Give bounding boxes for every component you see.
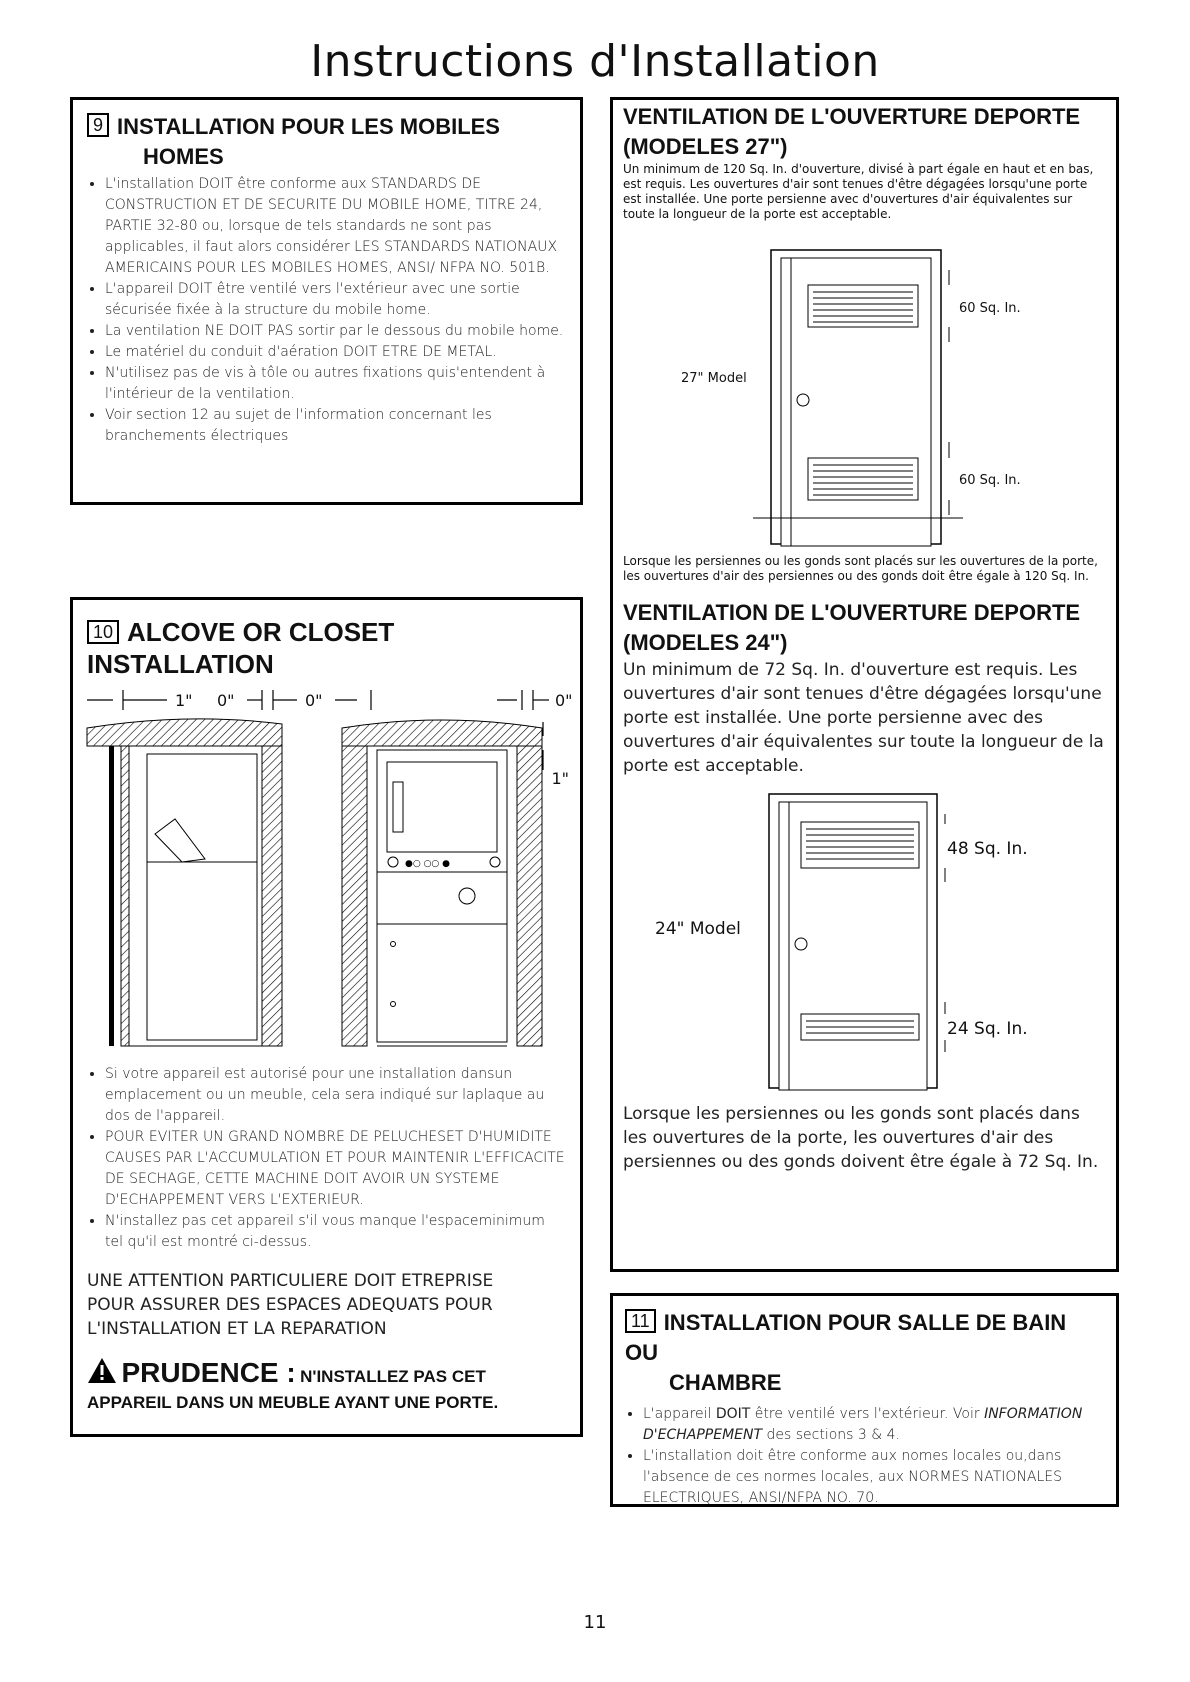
list-item: • Voir section 12 au sujet de l'information concernant les branchements électriques <box>105 405 566 447</box>
list-item: • Le matériel du conduit d'aération DOIT ETRE DE METAL. <box>105 342 566 363</box>
list-item: • Si votre appareil est autorisé pour une installation dansun emplacement ou un meuble, cela sera indiqué sur laplaque au dos de l'appareil. <box>105 1064 566 1127</box>
list-item: • L'appareil DOIT être ventilé vers l'extérieur avec une sortie sécurisée fixée à la structure du mobile home. <box>105 279 566 321</box>
vent27-heading: VENTILATION DE L'OUVERTURE DEPORTE (MODELES 27") <box>623 104 1081 159</box>
list-item: • POUR EVITER UN GRAND NOMBRE DE PELUCHESET D'HUMIDITE CAUSES PAR L'ACCUMULATION ET POUR MAINTENIR L'EFFICACITE DE SECHAGE, CETTE MACHINE DOIT AVOIR UN SYSTEME D'ECHAPPEMENT VERS L'EXTERIEUR. <box>105 1127 566 1211</box>
section-number: 11 <box>625 1309 656 1333</box>
list-item: • L'installation DOIT être conforme aux STANDARDS DE CONSTRUCTION ET DE SECURITE DU MOBILE HOME, TITRE 24, PARTIE 32-80 ou, lorsque de tels standards ne sont pas applicables, il faut alors considérer LES STANDARDS NATIONAUX AMERICAINS POUR LES MOBILES HOMES, ANSI/ NFPA NO. 501B. <box>105 174 566 279</box>
list-item: • L'installation doit être conforme aux nomes locales ou,dans l'absence de ces normes locales, aux NORMES NATIONALES ELECTRIQUES, ANSI/NFPA NO. 70. <box>643 1446 1104 1509</box>
svg-text:60 Sq. In.: 60 Sq. In. <box>959 473 1021 488</box>
caution-heading: PRUDENCE : N'INSTALLEZ PAS CET <box>87 1357 566 1389</box>
list-item: • N'utilisez pas de vis à tôle ou autres fixations quis'entendent à l'intérieur de la ventilation. <box>105 363 566 405</box>
vent24-note: Lorsque les persiennes ou les gonds sont placés dans les ouvertures de la porte, les ouvertures d'air des persiennes ou des gonds doivent être égale à 72 Sq. In. <box>623 1104 1099 1172</box>
section-10-list <box>87 1064 566 1253</box>
list-item: • L'appareil DOIT être ventilé vers l'extérieur. Voir INFORMATION D'ECHAPPEMENT des sections 3 & 4. <box>643 1404 1104 1446</box>
vent24-heading: VENTILATION DE L'OUVERTURE DEPORTE (MODELES 24") <box>623 600 1081 655</box>
warning-icon <box>87 1357 117 1384</box>
front-view-drawing <box>342 720 542 1046</box>
svg-text:1": 1" <box>551 769 569 788</box>
svg-text:24" Model: 24" Model <box>655 919 741 939</box>
vent24-text: Un minimum de 72 Sq. In. d'ouverture est requis. Les ouvertures d'air sont tenues d'être dégagées lorsqu'une porte est installée. Une porte persienne avec des ouvertures d'air équivalentes sur toute la longueur de la porte est acceptable. <box>623 660 1104 776</box>
svg-text:0": 0" <box>305 691 323 710</box>
section-9-heading: 9 INSTALLATION POUR LES MOBILES HOMES <box>87 112 566 172</box>
svg-text:0": 0" <box>217 691 235 710</box>
svg-text:24 Sq. In.: 24 Sq. In. <box>947 1019 1028 1039</box>
svg-text:48 Sq. In.: 48 Sq. In. <box>947 839 1028 859</box>
section-10-heading: 10 ALCOVE OR CLOSET INSTALLATION <box>87 617 395 679</box>
section-10-box <box>70 597 583 1437</box>
side-view-drawing <box>87 719 282 1046</box>
section-11-list <box>625 1404 1104 1509</box>
svg-text:1": 1" <box>175 691 193 710</box>
list-item: • N'installez pas cet appareil s'il vous manque l'espaceminimum tel qu'il est montré ci-dessus. <box>105 1211 566 1253</box>
door-27-diagram <box>623 230 1111 550</box>
svg-text:60 Sq. In.: 60 Sq. In. <box>959 301 1021 316</box>
svg-text:0": 0" <box>555 691 573 710</box>
section-9-box <box>70 97 583 505</box>
caution-line: APPAREIL DANS UN MEUBLE AYANT UNE PORTE. <box>87 1393 499 1412</box>
vent27-text: Un minimum de 120 Sq. In. d'ouverture, divisé à part égale en haut et en bas, est requis. Les ouvertures d'air sont tenues d'être dégagées lorsqu'une porte est installée. Une porte persienne avec d'ouvertures d'air équivalentes sur toute la longueur de la porte est acceptable. <box>623 162 1094 221</box>
section-9-list <box>87 174 566 447</box>
attention-note: UNE ATTENTION PARTICULIERE DOIT ETREPRISE POUR ASSURER DES ESPACES ADEQUATS POUR L'INSTALLATION ET LA REPARATION <box>87 1271 494 1339</box>
section-11-box <box>610 1293 1119 1507</box>
alcove-closet-diagram <box>87 684 573 1054</box>
door-24-diagram <box>623 784 1111 1094</box>
svg-text:27" Model: 27" Model <box>681 371 747 386</box>
page-title: Instructions d'Installation <box>310 36 880 87</box>
section-number: 9 <box>87 113 109 137</box>
section-11-heading: 11 INSTALLATION POUR SALLE DE BAIN OU CHAMBRE <box>625 1310 1067 1395</box>
section-number: 10 <box>87 620 119 644</box>
ventilation-box <box>610 97 1119 1272</box>
svg-text:●○ ○○ ●: ●○ ○○ ● <box>405 859 450 869</box>
vent27-note: Lorsque les persiennes ou les gonds sont placés sur les ouvertures de la porte, les ouvertures d'air des persiennes ou des gonds doit être égale à 120 Sq. In. <box>623 554 1098 583</box>
page-number: 11 <box>583 1612 607 1633</box>
list-item: • La ventilation NE DOIT PAS sortir par le dessous du mobile home. <box>105 321 566 342</box>
